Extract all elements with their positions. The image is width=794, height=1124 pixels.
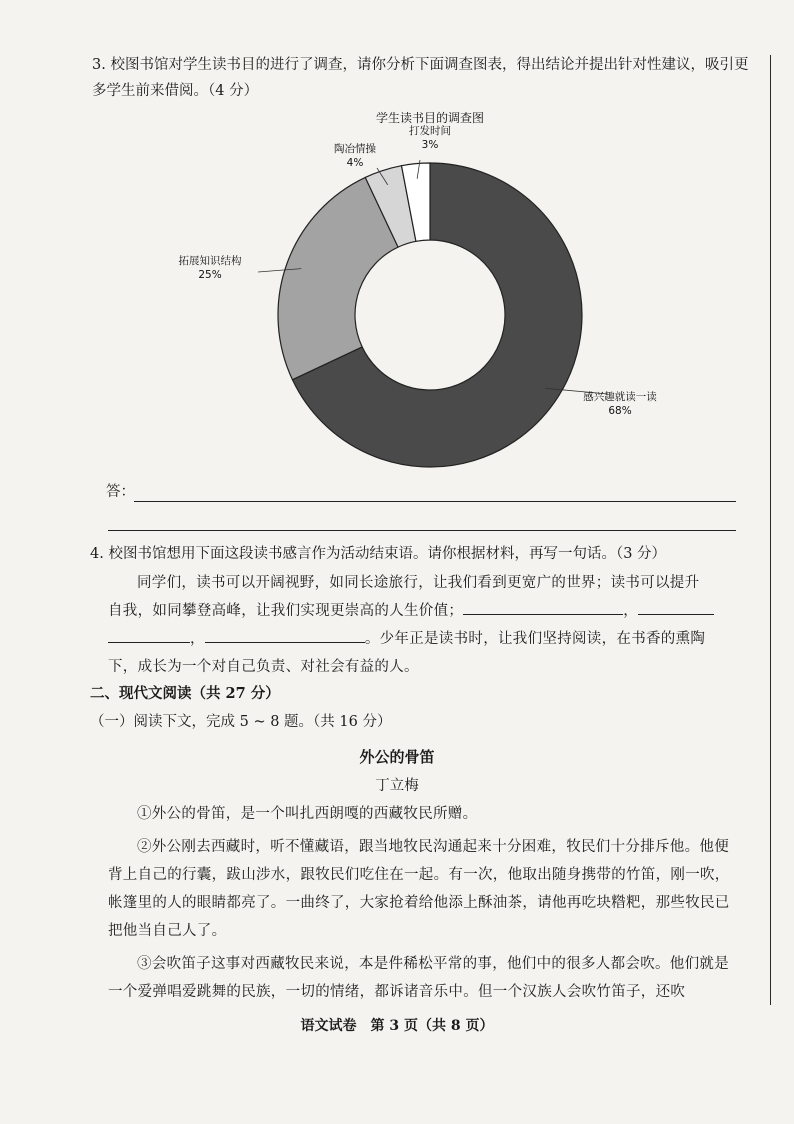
article-author: 丁立梅: [375, 778, 419, 794]
q4-line-1: 同学们，读书可以开阔视野，如同长途旅行，让我们看到更宽广的世界；读书可以提升: [137, 575, 700, 591]
page-footer: 语文试卷 第 3 页（共 8 页）: [300, 1018, 494, 1034]
paragraph-3: ③会吹笛子这事对西藏牧民来说，本是件稀松平常的事，他们中的很多人都会吹。他们就是一个爱弹唱爱跳舞的民族，一切的情绪，都诉诸音乐中。但一个汉族人会吹竹笛子，还吹: [108, 956, 729, 1000]
section-heading: 二、现代文阅读（共 27 分）: [90, 685, 280, 702]
fill-blank-2[interactable]: [638, 599, 714, 615]
q4-line-2: [108, 597, 736, 625]
slice-label: 打发时间: [409, 125, 451, 137]
fill-blank-1[interactable]: [463, 599, 623, 615]
paragraph-2: ②外公刚去西藏时，听不懂藏语，跟当地牧民沟通起来十分困难，牧民们十分排斥他。他便背上自己的行囊，跋山涉水，跟牧民们吃住在一起。有一次，他取出随身携带的竹笛，刚一吹，帐篷里的人的眼睛都亮了。一曲终了，大家抢着给他添上酥油茶，请他再吃块糌粑，那些牧民已把他当自己人了。: [108, 839, 730, 939]
paragraph-1: ①外公的骨笛，是一个叫扎西朗嘎的西藏牧民所赠。: [137, 806, 478, 822]
slice-percent: 25%: [198, 269, 222, 281]
comma: ，: [623, 603, 639, 619]
fill-blank-3[interactable]: [108, 627, 190, 643]
slice-percent: 3%: [421, 139, 439, 151]
donut-chart: [0, 100, 794, 480]
q4-line-3-end: 。少年正是读书时，让我们坚持阅读，在书香的熏陶: [364, 631, 706, 647]
slice-label: 拓展知识结构: [178, 255, 242, 267]
section-sub: （一）阅读下文，完成 5 ~ 8 题。（共 16 分）: [90, 714, 392, 730]
answer-label: 答：: [106, 484, 135, 500]
q4-line-4: 下，成长为一个对自己负责、对社会有益的人。: [108, 659, 419, 675]
q4-line-3: [108, 625, 736, 653]
question-4-text: 4. 校图书馆想用下面这段读书感言作为活动结束语。请你根据材料，再写一句话。（3 分）: [90, 546, 667, 562]
comma: ，: [190, 631, 205, 647]
answer-line-1[interactable]: [134, 501, 736, 502]
slice-label: 陶冶情操: [334, 143, 376, 155]
answer-line-2[interactable]: [108, 530, 736, 531]
question-3: [90, 52, 750, 104]
slice-percent: 68%: [608, 405, 632, 417]
slice-label: 感兴趣就读一读: [583, 391, 657, 403]
q4-line-2-text: 自我，如同攀登高峰，让我们实现更崇高的人生价值；: [108, 603, 464, 619]
chart-title: 学生读书目的调查图: [375, 111, 485, 125]
slice-percent: 4%: [346, 157, 364, 169]
question-3-text: 3. 校图书馆对学生读书目的进行了调查，请你分析下面调查图表，得出结论并提出针对性建议，吸引更多学生前来借阅。（4 分）: [92, 57, 749, 99]
fill-blank-4[interactable]: [205, 627, 365, 643]
article-title: 外公的骨笛: [359, 748, 435, 766]
